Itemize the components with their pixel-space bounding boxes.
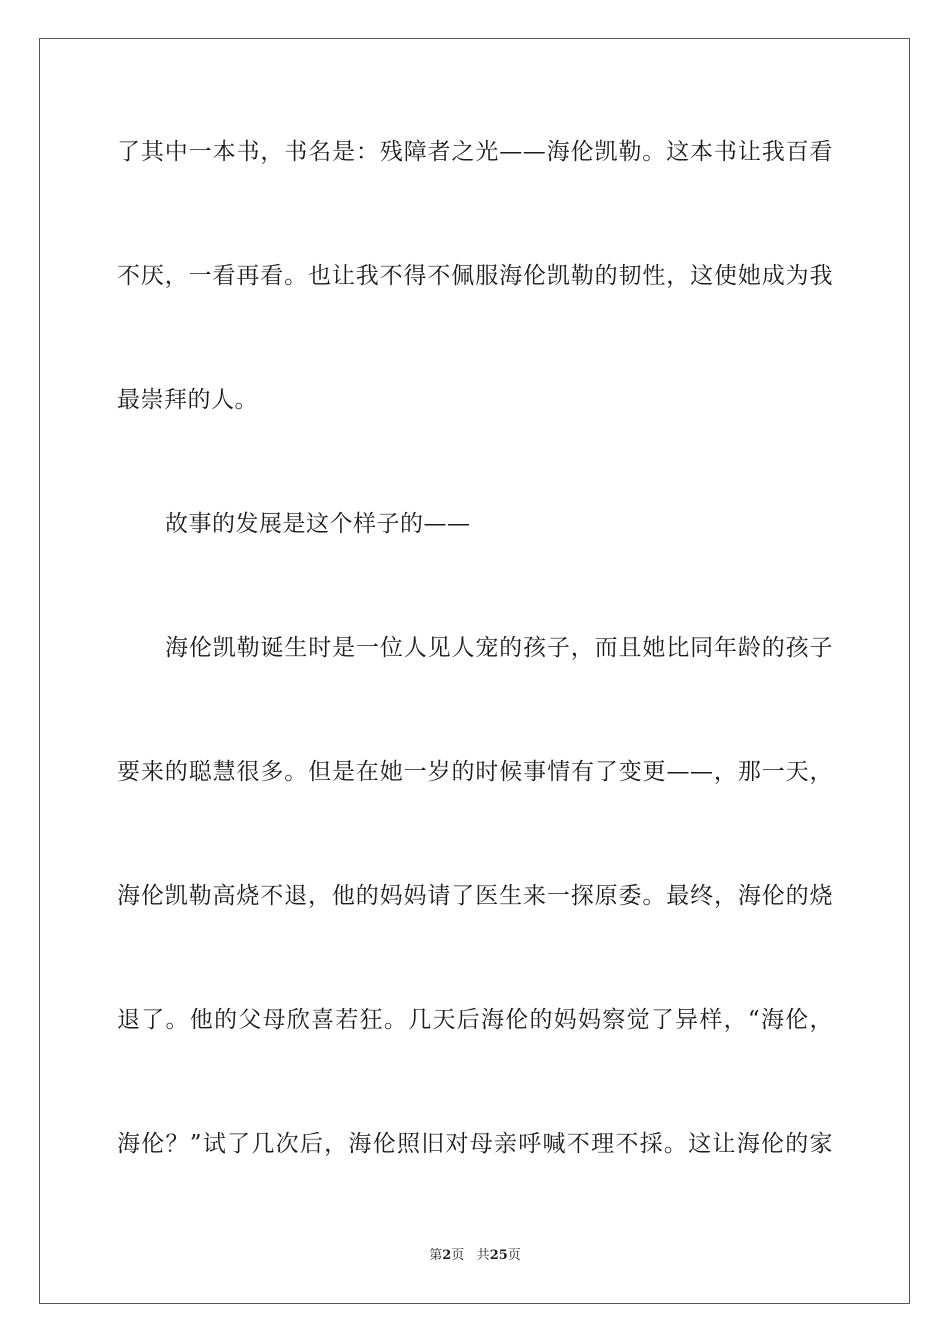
- paragraph-line-5: 海伦凯勒诞生时是一位人见人宠的孩子，而且她比同年龄的孩子: [165, 635, 833, 661]
- paragraph-line-6: 要来的聪慧很多。但是在她一岁的时候事情有了变更——，那一天，: [117, 759, 833, 785]
- paragraph-line-2: 不厌，一看再看。也让我不得不佩服海伦凯勒的韧性，这使她成为我: [117, 263, 833, 289]
- page-number: 2: [442, 1248, 452, 1263]
- total-prefix: 共: [476, 1248, 490, 1263]
- page-border: [39, 38, 910, 1304]
- total-pages: 25: [489, 1248, 508, 1263]
- paragraph-line-7: 海伦凯勒高烧不退，他的妈妈请了医生来一探原委。最终，海伦的烧: [117, 883, 833, 909]
- total-suffix: 页: [507, 1248, 521, 1263]
- paragraph-line-1: 了其中一本书，书名是：残障者之光——海伦凯勒。这本书让我百看: [117, 139, 833, 165]
- paragraph-line-8: 退了。他的父母欣喜若狂。几天后海伦的妈妈察觉了异样，“海伦，: [117, 1007, 833, 1033]
- paragraph-line-4: 故事的发展是这个样子的——: [165, 511, 471, 537]
- page-prefix: 第: [429, 1248, 443, 1263]
- paragraph-line-9: 海伦？”试了几次后，海伦照旧对母亲呼喊不理不採。这让海伦的家: [117, 1131, 833, 1157]
- page-suffix: 页: [451, 1248, 465, 1263]
- paragraph-line-3: 最崇拜的人。: [117, 387, 258, 413]
- page-footer: [0, 1247, 950, 1265]
